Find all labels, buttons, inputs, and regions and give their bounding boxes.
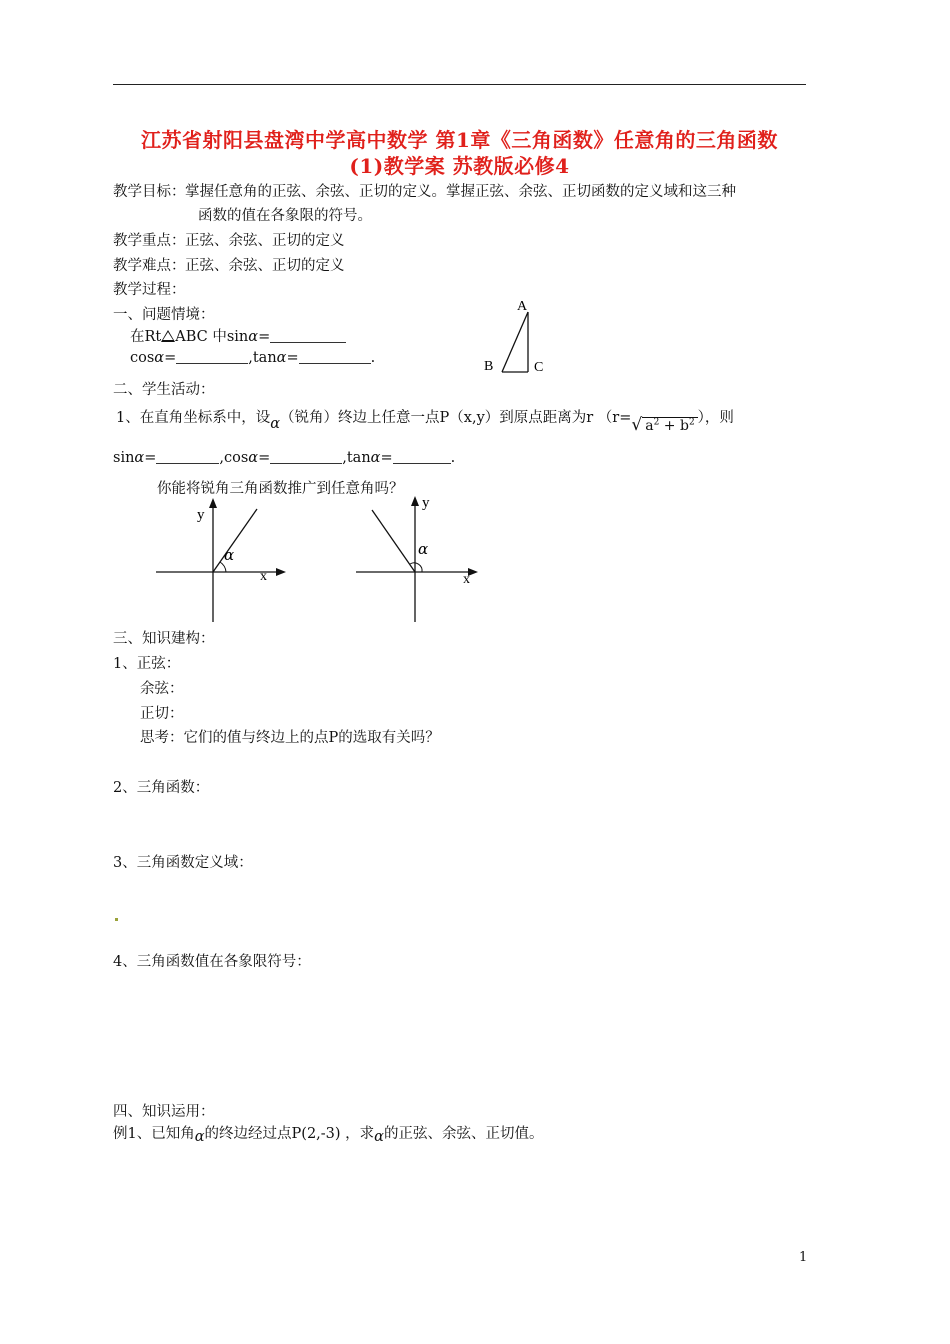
sqrt-a: a (645, 418, 654, 434)
alpha-symbol: α (370, 450, 381, 466)
sin-answer-blank[interactable] (270, 329, 346, 343)
equals-sign: = (380, 450, 393, 466)
section2-heading: 二、学生活动： (113, 382, 215, 398)
cos-answer-blank[interactable] (176, 350, 248, 364)
equals-sign: = (164, 350, 177, 366)
period: . (370, 350, 376, 366)
q1-text-b: （锐角）终边上任意一点P（x,y）到原点距离为r （r= (280, 410, 632, 426)
goal-label: 教学目标： (113, 184, 186, 200)
equals-sign: = (144, 450, 157, 466)
section3-heading: 三、知识建构： (113, 631, 215, 647)
trig-functions-heading: 2、三角函数： (113, 780, 210, 796)
section2-question1 (116, 406, 734, 435)
right-triangle-figure (478, 292, 558, 380)
section2-answers-line (113, 450, 455, 466)
alpha-symbol: α (374, 1129, 384, 1145)
alpha-symbol: α (248, 329, 259, 345)
vertex-label-b: B (484, 359, 494, 374)
key-text: 正弦、余弦、正切的定义 (185, 233, 345, 249)
difficulty-label: 教学难点： (113, 258, 186, 274)
sqrt-plus-b: + b (663, 418, 689, 434)
section1-line1 (130, 325, 346, 346)
quadrant-signs-heading: 4、三角函数值在各象限符号： (113, 954, 311, 970)
coordinate-figure-quadrant1 (150, 492, 295, 624)
difficulty-text: 正弦、余弦、正切的定义 (185, 258, 345, 274)
x-axis-label: x (260, 569, 267, 584)
equals-sign: = (258, 450, 271, 466)
y-axis-label: y (197, 507, 205, 523)
alpha-symbol: α (248, 450, 259, 466)
coordinate-figure-quadrant2 (352, 490, 487, 624)
key-label: 教学重点： (113, 233, 186, 249)
alpha-symbol: α (134, 450, 145, 466)
sin-text: sin (113, 450, 135, 466)
doc-title-line1: 江苏省射阳县盘湾中学高中数学 第1章《三角函数》任意角的三角函数 (141, 128, 778, 152)
alpha-angle-label: α (224, 546, 235, 564)
vertex-label-c: C (534, 360, 544, 375)
equals-sign: = (286, 350, 299, 366)
sqrt-exp-b: 2 (688, 417, 695, 428)
sqrt-expression: √ $a^2 + b^2$ (631, 415, 697, 435)
think-question: 思考：它们的值与终边上的点P的选取有关吗？ (140, 730, 440, 746)
example1-text-c: 的正弦、余弦、正切值。 (383, 1126, 544, 1142)
cos-text: cos (130, 350, 155, 366)
domain-heading: 3、三角函数定义域： (113, 855, 253, 871)
abc-sin-text: ABC 中sin (175, 329, 249, 345)
cos-blank[interactable] (270, 450, 342, 464)
page-number: 1 (799, 1250, 808, 1265)
equals-sign: = (258, 329, 271, 345)
period: . (450, 450, 456, 466)
tan-text: ,tan (342, 450, 371, 466)
q1-text-c: ），则 (697, 410, 734, 426)
goal-text-line1: 掌握任意角的正弦、余弦、正切的定义。掌握正弦、余弦、正切函数的定义域和这三种 (185, 184, 736, 200)
process-label: 教学过程： (113, 282, 186, 298)
tan-answer-blank[interactable] (299, 350, 371, 364)
cosine-definition-label: 余弦： (140, 681, 184, 697)
example1-text-a: 例1、已知角 (113, 1126, 195, 1142)
triangle-icon (161, 330, 175, 342)
cos-text: ,cos (219, 450, 249, 466)
rt-text: 在Rt (130, 329, 162, 345)
goal-text-line2: 函数的值在各象限的符号。 (198, 208, 372, 224)
example1 (113, 1122, 543, 1143)
alpha-symbol: α (154, 350, 165, 366)
alpha-symbol: α (276, 350, 287, 366)
alpha-symbol: α (194, 1129, 205, 1145)
speck-mark (115, 918, 118, 921)
alpha-angle-label: α (418, 540, 429, 558)
sqrt-exp-a: 2 (653, 417, 660, 428)
tan-text: ,tan (248, 350, 277, 366)
y-axis-label: y (422, 495, 430, 511)
generalize-question: 你能将锐角三角函数推广到任意角吗？ (157, 481, 404, 497)
x-axis-label: x (463, 572, 470, 587)
sine-definition-label: 1、正弦： (113, 656, 181, 672)
section1-heading: 一、问题情境： (113, 307, 215, 323)
alpha-symbol: α (270, 416, 281, 432)
section1-line2 (130, 350, 375, 366)
example1-text-b: 的终边经过点P(2,-3) ，求 (204, 1126, 375, 1142)
q1-text-a: 1、在直角坐标系中，设 (116, 410, 271, 426)
doc-title-line2: (1)教学案 苏教版必修4 (349, 154, 570, 178)
tangent-definition-label: 正切： (140, 706, 184, 722)
top-rule (113, 84, 806, 85)
vertex-label-a: A (517, 299, 528, 314)
sin-blank[interactable] (156, 450, 219, 464)
tan-blank[interactable] (393, 450, 451, 464)
section4-heading: 四、知识运用： (113, 1104, 215, 1120)
